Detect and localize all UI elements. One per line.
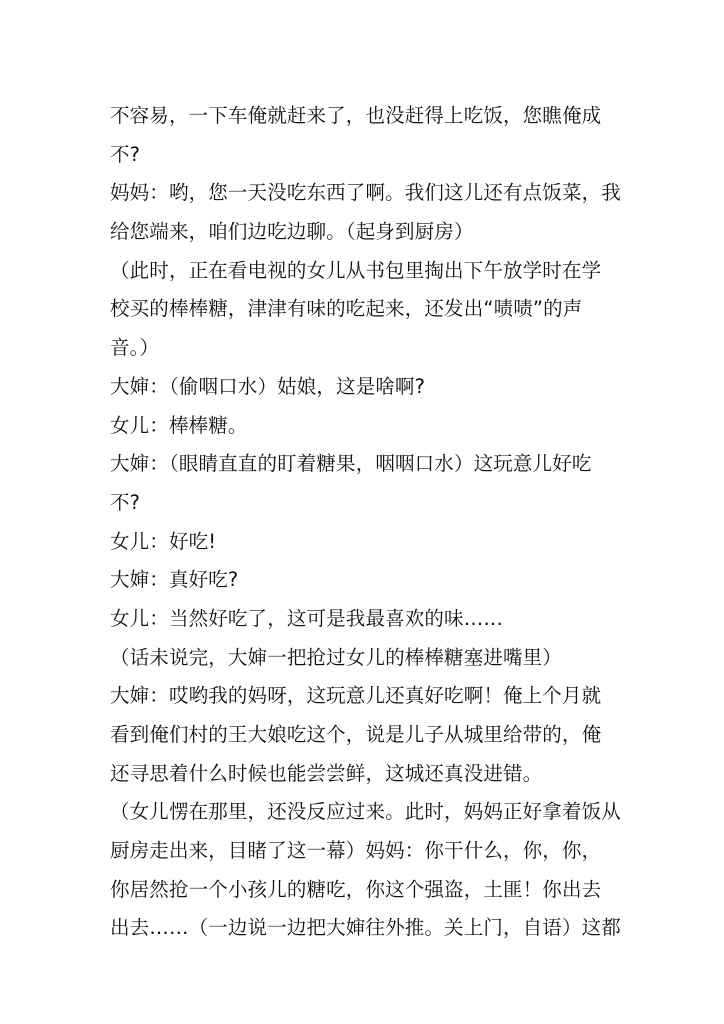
text-line: 大婶：哎哟我的妈呀，这玩意儿还真好吃啊！俺上个月就 bbox=[110, 684, 602, 708]
text-line: 妈妈：哟，您一天没吃东西了啊。我们这儿还有点饭菜，我 bbox=[110, 181, 621, 205]
text-line: 不? bbox=[110, 142, 141, 166]
text-line: 还寻思着什么时候也能尝尝鲜，这城还真没进错。 bbox=[110, 761, 543, 785]
text-line: 不容易，一下车俺就赶来了，也没赶得上吃饭，您瞧俺成 bbox=[110, 104, 602, 127]
text-line: 女儿：好吃! bbox=[110, 529, 217, 553]
text-line: 出去……（一边说一边把大婶往外推。关上门，自语）这都 bbox=[110, 916, 621, 940]
text-line: 你居然抢一个小孩儿的糖吃，你这个强盗，土匪！你出去 bbox=[110, 877, 602, 901]
script-text-body bbox=[110, 97, 621, 948]
text-line: 校买的棒棒糖，津津有味的吃起来，还发出“啧啧”的声 bbox=[110, 297, 583, 321]
text-line: 大婶：（偷咽口水）姑娘，这是啥啊? bbox=[110, 374, 426, 398]
text-line: 给您端来，咱们边吃边聊。（起身到厨房） bbox=[110, 220, 474, 244]
text-line: （女儿愣在那里，还没反应过来。此时，妈妈正好拿着饭从 bbox=[110, 800, 621, 824]
text-line: 大婶：（眼睛直直的盯着糖果，咽咽口水）这玩意儿好吃 bbox=[110, 452, 592, 476]
text-line: 看到俺们村的王大娘吃这个，说是儿子从城里给带的，俺 bbox=[110, 723, 602, 746]
text-line: （此时，正在看电视的女儿从书包里掏出下午放学时在学 bbox=[110, 258, 602, 282]
text-line: （话未说完，大婶一把抢过女儿的棒棒糖塞进嘴里） bbox=[110, 645, 562, 669]
text-line: 音。） bbox=[110, 336, 160, 360]
text-line: 女儿：棒棒糖。 bbox=[110, 413, 248, 437]
text-line: 大婶：真好吃? bbox=[110, 568, 239, 592]
text-line: 不? bbox=[110, 490, 141, 514]
text-line: 女儿：当然好吃了，这可是我最喜欢的味…… bbox=[110, 606, 504, 630]
text-line: 厨房走出来，目睹了这一幕）妈妈：你干什么，你，你， bbox=[110, 839, 602, 863]
